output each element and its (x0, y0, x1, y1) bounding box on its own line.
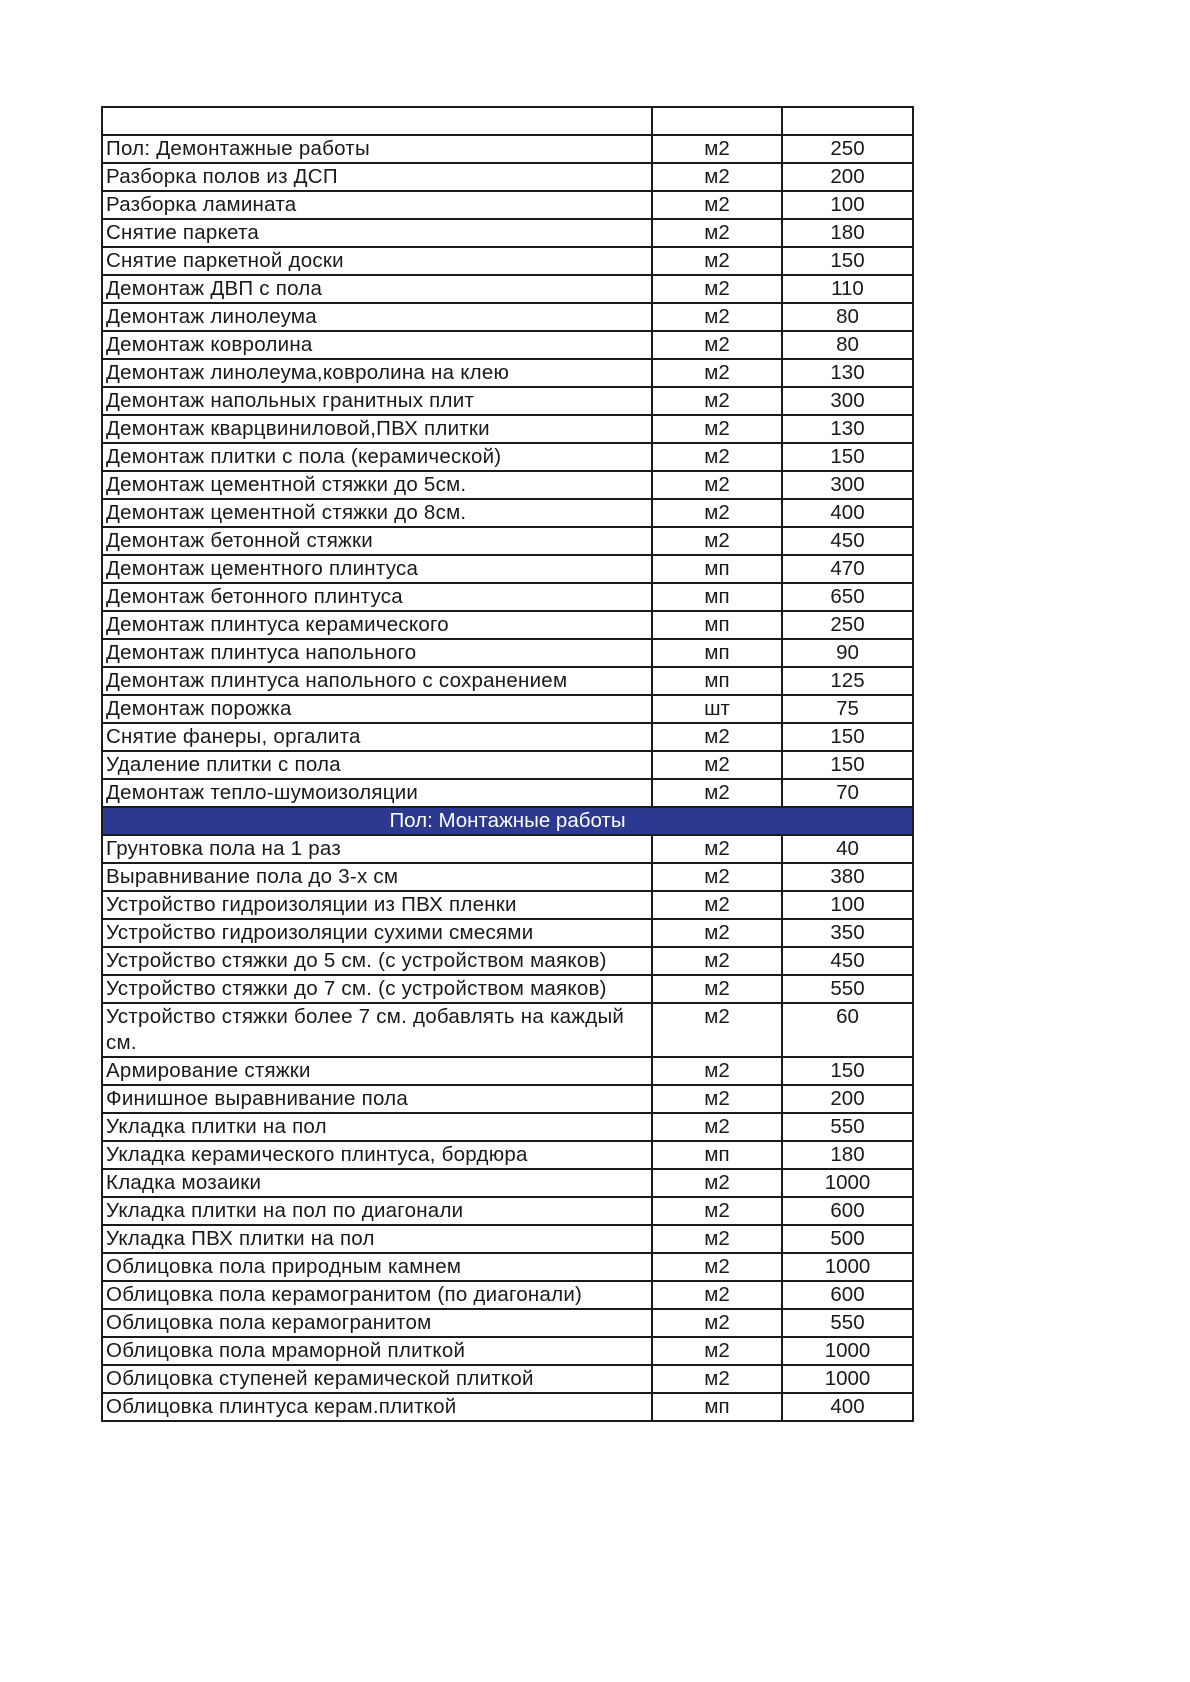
row-unit-cell: м2 (652, 1337, 782, 1365)
row-price-cell: 180 (782, 1141, 913, 1169)
table-row (102, 1057, 913, 1085)
row-price-cell: 1000 (782, 1253, 913, 1281)
table-row (102, 303, 913, 331)
row-unit-cell: м2 (652, 975, 782, 1003)
row-name-cell: Армирование стяжки (102, 1057, 652, 1085)
row-name-cell: Снятие паркетной доски (102, 247, 652, 275)
row-name-cell: Демонтаж плитки с пола (керамической) (102, 443, 652, 471)
row-price-cell: 450 (782, 527, 913, 555)
row-price-cell: 70 (782, 779, 913, 807)
table-row (102, 891, 913, 919)
row-name-cell: Облицовка пола керамогранитом (по диагонали) (102, 1281, 652, 1309)
row-name-cell: Укладка плитки на пол (102, 1113, 652, 1141)
row-price-cell: 550 (782, 1113, 913, 1141)
price-table (101, 106, 914, 1422)
row-price-cell: 150 (782, 247, 913, 275)
row-name-cell: Демонтаж цементной стяжки до 8см. (102, 499, 652, 527)
row-price-cell: 550 (782, 1309, 913, 1337)
table-row (102, 751, 913, 779)
row-price-cell: 400 (782, 499, 913, 527)
row-price-cell: 1000 (782, 1365, 913, 1393)
row-unit-cell: м2 (652, 163, 782, 191)
row-price-cell: 1000 (782, 1337, 913, 1365)
row-unit-cell: м2 (652, 387, 782, 415)
row-price-cell: 40 (782, 835, 913, 863)
row-price-cell: 125 (782, 667, 913, 695)
row-name-cell: Облицовка пола природным камнем (102, 1253, 652, 1281)
section-demolition-title: Пол: Демонтажные работы (102, 135, 652, 163)
row-price-cell: 80 (782, 303, 913, 331)
row-unit-cell: м2 (652, 331, 782, 359)
table-row (102, 779, 913, 807)
row-name-cell: Демонтаж плинтуса напольного (102, 639, 652, 667)
row-unit-cell: м2 (652, 835, 782, 863)
row-name-cell: Демонтаж ДВП с пола (102, 275, 652, 303)
table-row (102, 1113, 913, 1141)
row-price-cell: 400 (782, 1393, 913, 1421)
row-price-cell: 75 (782, 695, 913, 723)
row-unit-cell: м2 (652, 891, 782, 919)
row-name-cell: Облицовка пола мраморной плиткой (102, 1337, 652, 1365)
row-unit-cell: м2 (652, 1057, 782, 1085)
table-row (102, 583, 913, 611)
row-price-cell: 60 (782, 1003, 913, 1057)
row-name-cell: Разборка полов из ДСП (102, 163, 652, 191)
row-name-cell: Финишное выравнивание пола (102, 1085, 652, 1113)
row-unit-cell: м2 (652, 723, 782, 751)
row-name-cell: Облицовка ступеней керамической плиткой (102, 1365, 652, 1393)
row-price-cell: 300 (782, 387, 913, 415)
row-unit-cell: м2 (652, 443, 782, 471)
table-row (102, 863, 913, 891)
section-demolition-title-row (102, 135, 913, 163)
row-price-cell: 200 (782, 1085, 913, 1113)
row-name-cell: Демонтаж линолеума,ковролина на клею (102, 359, 652, 387)
header-row (102, 107, 913, 135)
table-row (102, 471, 913, 499)
row-name-cell: Выравнивание пола до 3-х см (102, 863, 652, 891)
row-unit-cell: м2 (652, 219, 782, 247)
row-price-cell: 600 (782, 1197, 913, 1225)
row-price-cell: 150 (782, 443, 913, 471)
table-row (102, 723, 913, 751)
section-header-title: Пол: Монтажные работы (102, 807, 913, 835)
row-unit-cell: м2 (652, 1113, 782, 1141)
table-row (102, 1169, 913, 1197)
table-row (102, 415, 913, 443)
row-unit-cell: м2 (652, 1309, 782, 1337)
row-price-cell: 110 (782, 275, 913, 303)
row-unit-cell: м2 (652, 1225, 782, 1253)
row-unit-cell: мп (652, 583, 782, 611)
header-unit-cell (652, 107, 782, 135)
table-row (102, 1225, 913, 1253)
row-name-cell: Демонтаж тепло-шумоизоляции (102, 779, 652, 807)
row-unit-cell: м2 (652, 1281, 782, 1309)
row-name-cell: Демонтаж напольных гранитных плит (102, 387, 652, 415)
row-unit-cell: м2 (652, 947, 782, 975)
row-unit-cell: м2 (652, 1197, 782, 1225)
row-price-cell: 80 (782, 331, 913, 359)
table-row (102, 975, 913, 1003)
row-unit-cell: м2 (652, 247, 782, 275)
row-name-cell: Демонтаж бетонного плинтуса (102, 583, 652, 611)
row-name-cell: Демонтаж плинтуса керамического (102, 611, 652, 639)
row-unit-cell: м2 (652, 191, 782, 219)
row-name-cell: Демонтаж бетонной стяжки (102, 527, 652, 555)
row-name-cell: Облицовка плинтуса керам.плиткой (102, 1393, 652, 1421)
row-price-cell: 150 (782, 1057, 913, 1085)
table-row (102, 359, 913, 387)
table-row (102, 611, 913, 639)
row-name-cell: Кладка мозаики (102, 1169, 652, 1197)
table-row (102, 219, 913, 247)
row-name-cell: Укладка плитки на пол по диагонали (102, 1197, 652, 1225)
row-unit-cell: мп (652, 1393, 782, 1421)
row-name-cell: Демонтаж цементной стяжки до 5см. (102, 471, 652, 499)
row-unit-cell: мп (652, 639, 782, 667)
table-row (102, 1003, 913, 1057)
row-unit-cell: м2 (652, 751, 782, 779)
row-price-cell: 350 (782, 919, 913, 947)
row-name-cell: Облицовка пола керамогранитом (102, 1309, 652, 1337)
row-unit-cell: м2 (652, 1085, 782, 1113)
row-price-cell: 470 (782, 555, 913, 583)
row-price-cell: 130 (782, 359, 913, 387)
row-unit-cell: шт (652, 695, 782, 723)
row-price-cell: 200 (782, 163, 913, 191)
table-row (102, 1337, 913, 1365)
table-row (102, 695, 913, 723)
row-unit-cell: м2 (652, 863, 782, 891)
row-unit-cell: мп (652, 611, 782, 639)
row-unit-cell: м2 (652, 1365, 782, 1393)
table-row (102, 1281, 913, 1309)
row-name-cell: Устройство стяжки до 5 см. (с устройством маяков) (102, 947, 652, 975)
row-name-cell: Демонтаж ковролина (102, 331, 652, 359)
table-row (102, 163, 913, 191)
table-row (102, 1253, 913, 1281)
row-unit-cell: м2 (652, 471, 782, 499)
row-price-cell: 130 (782, 415, 913, 443)
row-name-cell: Снятие паркета (102, 219, 652, 247)
row-unit-cell: м2 (652, 275, 782, 303)
row-price-cell: 250 (782, 611, 913, 639)
row-unit-cell: м2 (652, 359, 782, 387)
table-row (102, 443, 913, 471)
table-row (102, 499, 913, 527)
row-price-cell: 500 (782, 1225, 913, 1253)
table-row (102, 835, 913, 863)
row-name-cell: Снятие фанеры, оргалита (102, 723, 652, 751)
row-price-cell: 1000 (782, 1169, 913, 1197)
table-row (102, 1197, 913, 1225)
section-demolition-title-unit: м2 (652, 135, 782, 163)
row-unit-cell: мп (652, 1141, 782, 1169)
table-row (102, 1085, 913, 1113)
table-row (102, 1309, 913, 1337)
row-price-cell: 600 (782, 1281, 913, 1309)
row-name-cell: Демонтаж плинтуса напольного с сохранением (102, 667, 652, 695)
row-price-cell: 150 (782, 751, 913, 779)
table-row (102, 919, 913, 947)
row-unit-cell: м2 (652, 1253, 782, 1281)
row-name-cell: Удаление плитки с пола (102, 751, 652, 779)
table-row (102, 247, 913, 275)
row-name-cell: Демонтаж цементного плинтуса (102, 555, 652, 583)
row-price-cell: 90 (782, 639, 913, 667)
row-price-cell: 100 (782, 191, 913, 219)
table-row (102, 275, 913, 303)
row-unit-cell: м2 (652, 919, 782, 947)
row-price-cell: 300 (782, 471, 913, 499)
row-price-cell: 100 (782, 891, 913, 919)
row-price-cell: 150 (782, 723, 913, 751)
row-price-cell: 550 (782, 975, 913, 1003)
section-header-row (102, 807, 913, 835)
section-demolition-title-price: 250 (782, 135, 913, 163)
row-name-cell: Укладка ПВХ плитки на пол (102, 1225, 652, 1253)
row-price-cell: 380 (782, 863, 913, 891)
table-row (102, 1141, 913, 1169)
header-price-cell (782, 107, 913, 135)
row-name-cell: Разборка ламината (102, 191, 652, 219)
row-name-cell: Устройство стяжки до 7 см. (с устройством маяков) (102, 975, 652, 1003)
row-unit-cell: м2 (652, 499, 782, 527)
header-name-cell (102, 107, 652, 135)
table-row (102, 667, 913, 695)
row-name-cell: Устройство гидроизоляции сухими смесями (102, 919, 652, 947)
row-unit-cell: мп (652, 667, 782, 695)
row-unit-cell: м2 (652, 1169, 782, 1197)
row-name-cell: Демонтаж линолеума (102, 303, 652, 331)
row-name-cell: Укладка керамического плинтуса, бордюра (102, 1141, 652, 1169)
row-unit-cell: мп (652, 555, 782, 583)
row-name-cell: Устройство гидроизоляции из ПВХ пленки (102, 891, 652, 919)
row-price-cell: 650 (782, 583, 913, 611)
row-name-cell: Демонтаж порожка (102, 695, 652, 723)
row-name-cell: Демонтаж кварцвиниловой,ПВХ плитки (102, 415, 652, 443)
table-row (102, 331, 913, 359)
table-row (102, 191, 913, 219)
row-name-cell: Грунтовка пола на 1 раз (102, 835, 652, 863)
table-row (102, 1365, 913, 1393)
row-price-cell: 180 (782, 219, 913, 247)
price-table-body (102, 107, 913, 1421)
table-row (102, 555, 913, 583)
row-unit-cell: м2 (652, 779, 782, 807)
row-unit-cell: м2 (652, 1003, 782, 1057)
table-row (102, 639, 913, 667)
table-row (102, 387, 913, 415)
table-row (102, 1393, 913, 1421)
row-unit-cell: м2 (652, 303, 782, 331)
table-row (102, 947, 913, 975)
row-unit-cell: м2 (652, 527, 782, 555)
row-name-cell: Устройство стяжки более 7 см. добавлять на каждый см. (102, 1003, 652, 1057)
table-row (102, 527, 913, 555)
row-price-cell: 450 (782, 947, 913, 975)
row-unit-cell: м2 (652, 415, 782, 443)
